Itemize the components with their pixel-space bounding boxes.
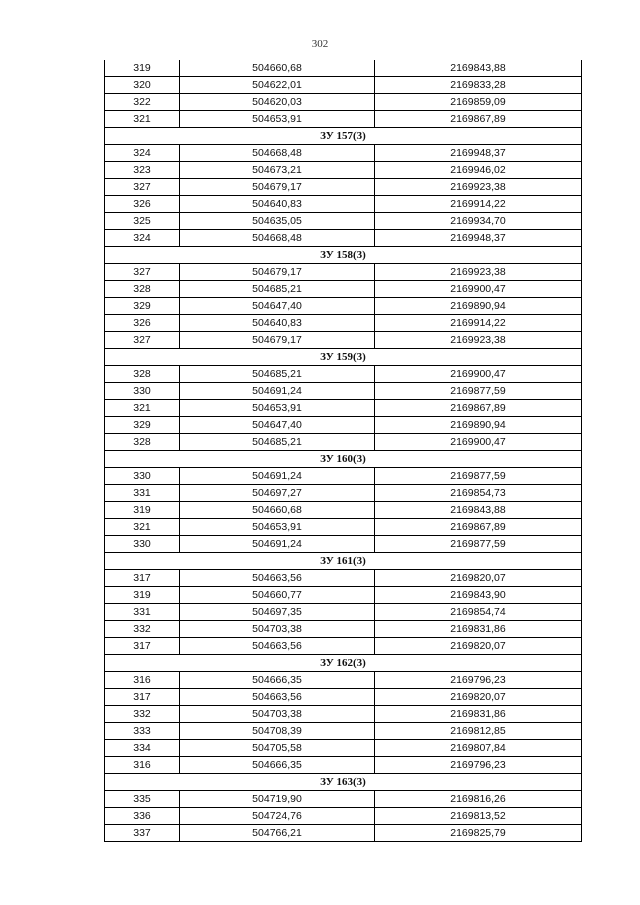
x-coordinate-cell: 504660,68 xyxy=(180,60,375,77)
y-coordinate-cell: 2169877,59 xyxy=(375,536,582,553)
x-coordinate-cell: 504703,38 xyxy=(180,706,375,723)
x-coordinate-cell: 504697,27 xyxy=(180,485,375,502)
table-row xyxy=(105,672,582,689)
x-coordinate-cell: 504660,68 xyxy=(180,502,375,519)
point-number-cell: 317 xyxy=(105,638,180,655)
x-coordinate-cell: 504685,21 xyxy=(180,366,375,383)
section-header-row xyxy=(105,247,582,264)
y-coordinate-cell: 2169820,07 xyxy=(375,570,582,587)
table-row xyxy=(105,213,582,230)
x-coordinate-cell: 504663,56 xyxy=(180,638,375,655)
x-coordinate-cell: 504668,48 xyxy=(180,230,375,247)
table-row xyxy=(105,281,582,298)
table-row xyxy=(105,825,582,842)
section-title: ЗУ 157(3) xyxy=(105,128,582,145)
table-row xyxy=(105,519,582,536)
point-number-cell: 321 xyxy=(105,519,180,536)
x-coordinate-cell: 504653,91 xyxy=(180,519,375,536)
section-header-row xyxy=(105,553,582,570)
table-row xyxy=(105,706,582,723)
point-number-cell: 327 xyxy=(105,179,180,196)
table-row xyxy=(105,162,582,179)
y-coordinate-cell: 2169854,73 xyxy=(375,485,582,502)
y-coordinate-cell: 2169900,47 xyxy=(375,281,582,298)
x-coordinate-cell: 504724,76 xyxy=(180,808,375,825)
y-coordinate-cell: 2169831,86 xyxy=(375,706,582,723)
table-row xyxy=(105,638,582,655)
table-row xyxy=(105,723,582,740)
y-coordinate-cell: 2169833,28 xyxy=(375,77,582,94)
y-coordinate-cell: 2169934,70 xyxy=(375,213,582,230)
x-coordinate-cell: 504622,01 xyxy=(180,77,375,94)
point-number-cell: 328 xyxy=(105,434,180,451)
x-coordinate-cell: 504640,83 xyxy=(180,196,375,213)
section-header-row xyxy=(105,774,582,791)
table-row xyxy=(105,145,582,162)
point-number-cell: 317 xyxy=(105,689,180,706)
y-coordinate-cell: 2169867,89 xyxy=(375,519,582,536)
y-coordinate-cell: 2169900,47 xyxy=(375,434,582,451)
point-number-cell: 322 xyxy=(105,94,180,111)
x-coordinate-cell: 504673,21 xyxy=(180,162,375,179)
point-number-cell: 332 xyxy=(105,706,180,723)
y-coordinate-cell: 2169831,86 xyxy=(375,621,582,638)
table-row xyxy=(105,808,582,825)
table-row xyxy=(105,621,582,638)
x-coordinate-cell: 504666,35 xyxy=(180,672,375,689)
table-row xyxy=(105,791,582,808)
table-row xyxy=(105,570,582,587)
point-number-cell: 321 xyxy=(105,400,180,417)
point-number-cell: 327 xyxy=(105,264,180,281)
x-coordinate-cell: 504668,48 xyxy=(180,145,375,162)
section-header-row xyxy=(105,451,582,468)
point-number-cell: 316 xyxy=(105,757,180,774)
y-coordinate-cell: 2169877,59 xyxy=(375,468,582,485)
section-header-row xyxy=(105,655,582,672)
y-coordinate-cell: 2169948,37 xyxy=(375,145,582,162)
point-number-cell: 319 xyxy=(105,587,180,604)
table-row xyxy=(105,604,582,621)
x-coordinate-cell: 504685,21 xyxy=(180,434,375,451)
point-number-cell: 333 xyxy=(105,723,180,740)
table-row xyxy=(105,332,582,349)
y-coordinate-cell: 2169900,47 xyxy=(375,366,582,383)
point-number-cell: 329 xyxy=(105,417,180,434)
x-coordinate-cell: 504697,35 xyxy=(180,604,375,621)
table-row xyxy=(105,366,582,383)
x-coordinate-cell: 504620,03 xyxy=(180,94,375,111)
y-coordinate-cell: 2169796,23 xyxy=(375,672,582,689)
point-number-cell: 323 xyxy=(105,162,180,179)
point-number-cell: 325 xyxy=(105,213,180,230)
x-coordinate-cell: 504708,39 xyxy=(180,723,375,740)
x-coordinate-cell: 504663,56 xyxy=(180,689,375,706)
table-row xyxy=(105,196,582,213)
x-coordinate-cell: 504660,77 xyxy=(180,587,375,604)
page-number: 302 xyxy=(311,38,329,50)
y-coordinate-cell: 2169813,52 xyxy=(375,808,582,825)
y-coordinate-cell: 2169877,59 xyxy=(375,383,582,400)
table-row xyxy=(105,77,582,94)
point-number-cell: 330 xyxy=(105,468,180,485)
table-row xyxy=(105,230,582,247)
table-row xyxy=(105,94,582,111)
section-header-row xyxy=(105,349,582,366)
table-row xyxy=(105,689,582,706)
table-row xyxy=(105,400,582,417)
table-row xyxy=(105,740,582,757)
point-number-cell: 336 xyxy=(105,808,180,825)
section-title: ЗУ 159(3) xyxy=(105,349,582,366)
point-number-cell: 332 xyxy=(105,621,180,638)
y-coordinate-cell: 2169867,89 xyxy=(375,111,582,128)
x-coordinate-cell: 504703,38 xyxy=(180,621,375,638)
section-title: ЗУ 161(3) xyxy=(105,553,582,570)
x-coordinate-cell: 504640,83 xyxy=(180,315,375,332)
x-coordinate-cell: 504663,56 xyxy=(180,570,375,587)
y-coordinate-cell: 2169854,74 xyxy=(375,604,582,621)
point-number-cell: 326 xyxy=(105,196,180,213)
table-row xyxy=(105,485,582,502)
x-coordinate-cell: 504647,40 xyxy=(180,298,375,315)
table-row xyxy=(105,536,582,553)
x-coordinate-cell: 504685,21 xyxy=(180,281,375,298)
table-row xyxy=(105,502,582,519)
y-coordinate-cell: 2169820,07 xyxy=(375,689,582,706)
point-number-cell: 329 xyxy=(105,298,180,315)
point-number-cell: 337 xyxy=(105,825,180,842)
point-number-cell: 317 xyxy=(105,570,180,587)
y-coordinate-cell: 2169843,88 xyxy=(375,502,582,519)
y-coordinate-cell: 2169796,23 xyxy=(375,757,582,774)
x-coordinate-cell: 504691,24 xyxy=(180,536,375,553)
point-number-cell: 327 xyxy=(105,332,180,349)
y-coordinate-cell: 2169923,38 xyxy=(375,332,582,349)
y-coordinate-cell: 2169948,37 xyxy=(375,230,582,247)
y-coordinate-cell: 2169890,94 xyxy=(375,417,582,434)
point-number-cell: 331 xyxy=(105,604,180,621)
table-row xyxy=(105,468,582,485)
section-title: ЗУ 163(3) xyxy=(105,774,582,791)
table-row xyxy=(105,417,582,434)
table-row xyxy=(105,60,582,77)
point-number-cell: 324 xyxy=(105,230,180,247)
y-coordinate-cell: 2169843,88 xyxy=(375,60,582,77)
x-coordinate-cell: 504653,91 xyxy=(180,111,375,128)
point-number-cell: 321 xyxy=(105,111,180,128)
table-row xyxy=(105,111,582,128)
y-coordinate-cell: 2169914,22 xyxy=(375,196,582,213)
point-number-cell: 331 xyxy=(105,485,180,502)
x-coordinate-cell: 504705,58 xyxy=(180,740,375,757)
y-coordinate-cell: 2169890,94 xyxy=(375,298,582,315)
y-coordinate-cell: 2169859,09 xyxy=(375,94,582,111)
point-number-cell: 328 xyxy=(105,281,180,298)
x-coordinate-cell: 504653,91 xyxy=(180,400,375,417)
table-row xyxy=(105,383,582,400)
table-row xyxy=(105,298,582,315)
point-number-cell: 324 xyxy=(105,145,180,162)
table-row xyxy=(105,587,582,604)
table-row xyxy=(105,264,582,281)
point-number-cell: 326 xyxy=(105,315,180,332)
table-row xyxy=(105,179,582,196)
table-row xyxy=(105,757,582,774)
x-coordinate-cell: 504647,40 xyxy=(180,417,375,434)
point-number-cell: 334 xyxy=(105,740,180,757)
y-coordinate-cell: 2169914,22 xyxy=(375,315,582,332)
y-coordinate-cell: 2169816,26 xyxy=(375,791,582,808)
point-number-cell: 319 xyxy=(105,60,180,77)
x-coordinate-cell: 504719,90 xyxy=(180,791,375,808)
y-coordinate-cell: 2169946,02 xyxy=(375,162,582,179)
section-title: ЗУ 162(3) xyxy=(105,655,582,672)
section-title: ЗУ 160(3) xyxy=(105,451,582,468)
y-coordinate-cell: 2169843,90 xyxy=(375,587,582,604)
y-coordinate-cell: 2169807,84 xyxy=(375,740,582,757)
y-coordinate-cell: 2169923,38 xyxy=(375,264,582,281)
y-coordinate-cell: 2169923,38 xyxy=(375,179,582,196)
coordinates-table-body xyxy=(105,60,582,842)
point-number-cell: 335 xyxy=(105,791,180,808)
point-number-cell: 328 xyxy=(105,366,180,383)
y-coordinate-cell: 2169867,89 xyxy=(375,400,582,417)
table-row xyxy=(105,315,582,332)
point-number-cell: 316 xyxy=(105,672,180,689)
y-coordinate-cell: 2169812,85 xyxy=(375,723,582,740)
y-coordinate-cell: 2169825,79 xyxy=(375,825,582,842)
table-row xyxy=(105,434,582,451)
x-coordinate-cell: 504666,35 xyxy=(180,757,375,774)
point-number-cell: 320 xyxy=(105,77,180,94)
x-coordinate-cell: 504691,24 xyxy=(180,383,375,400)
x-coordinate-cell: 504691,24 xyxy=(180,468,375,485)
point-number-cell: 319 xyxy=(105,502,180,519)
x-coordinate-cell: 504679,17 xyxy=(180,179,375,196)
x-coordinate-cell: 504766,21 xyxy=(180,825,375,842)
section-title: ЗУ 158(3) xyxy=(105,247,582,264)
point-number-cell: 330 xyxy=(105,383,180,400)
section-header-row xyxy=(105,128,582,145)
x-coordinate-cell: 504679,17 xyxy=(180,264,375,281)
y-coordinate-cell: 2169820,07 xyxy=(375,638,582,655)
x-coordinate-cell: 504635,05 xyxy=(180,213,375,230)
x-coordinate-cell: 504679,17 xyxy=(180,332,375,349)
coordinates-table xyxy=(104,60,582,842)
point-number-cell: 330 xyxy=(105,536,180,553)
